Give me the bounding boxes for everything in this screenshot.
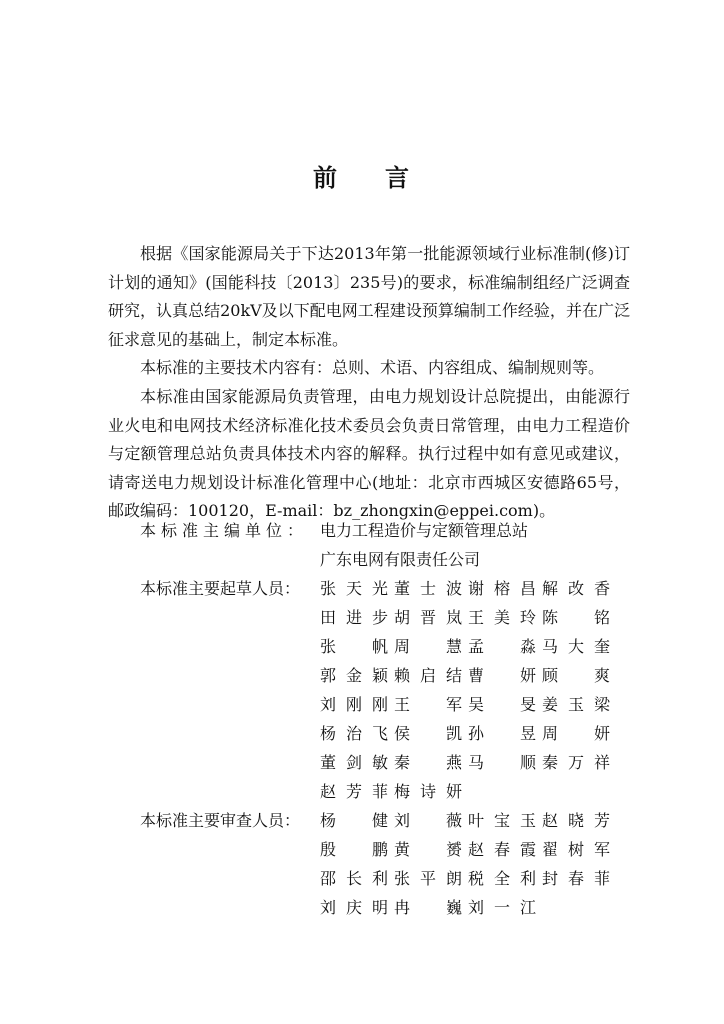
person-name: 赖启结 [394,666,462,685]
person-name: 秦万祥 [542,753,610,772]
person-name: 董士波 [394,579,462,598]
person-name: 王美玲 [468,608,536,627]
paragraph-background: 根据《国家能源局关于下达2013年第一批能源领域行业标准制(修)订计划的通知》(国能科技〔2013〕235号)的要求，标准编制组经广泛调查研究，认真总结20kV及以下配电网工程建设预算编制工作经验，并在广泛征求意见的基础上，制定本标准。 [108,244,630,349]
person-name: 杨健 [320,811,388,830]
person-name: 马顺 [468,753,536,772]
person-name: 胡晋岚 [394,608,462,627]
person-name: 殷鹏 [320,840,388,859]
preface-body [108,240,630,526]
editor-unit: 广东电网有限责任公司 [320,550,481,569]
editor-label: 本标准主编单位： [140,521,309,540]
page-title [0,158,724,193]
person-name: 侯凯 [394,724,462,743]
editor-unit: 电力工程造价与定额管理总站 [320,521,529,540]
reviewer-label: 本标准主要审查人员： [140,811,301,830]
person-name: 孙昱 [468,724,536,743]
person-name: 张帆 [320,637,388,656]
person-name: 赵晓芳 [542,811,610,830]
person-name: 田进步 [320,608,388,627]
person-name: 陈铭 [542,608,610,627]
title-char-right: 言 [385,164,411,192]
person-name: 刘刚刚 [320,695,388,714]
paragraph-management: 本标准由国家能源局负责管理，由电力规划设计总院提出，由能源行业火电和电网技术经济标准化技术委员会负责日常管理，由电力工程造价与定额管理总站负责具体技术内容的解释。执行过程中如有意见或建议，请寄送电力规划设计标准化管理中心(地址：北京市西城区安德路65号，邮政编码：100120，E-mail：bz_zhongxin@eppei.com)。 [108,386,630,521]
person-name: 马大奎 [542,637,610,656]
person-name: 解改香 [542,579,610,598]
person-name: 吴旻 [468,695,536,714]
person-name: 刘薇 [394,811,462,830]
person-name: 刘庆明 [320,898,388,917]
person-name: 谢榕昌 [468,579,536,598]
person-name: 杨治飞 [320,724,388,743]
person-name: 梅诗妍 [394,782,462,801]
person-name: 郭金颖 [320,666,388,685]
person-name: 冉巍 [394,898,462,917]
person-name: 周慧 [394,637,462,656]
person-name: 周妍 [542,724,610,743]
drafter-label: 本标准主要起草人员： [140,579,301,598]
person-name: 赵芳菲 [320,782,388,801]
person-name: 张平朗 [394,869,462,888]
person-name: 赵春霞 [468,840,536,859]
person-name: 顾爽 [542,666,610,685]
person-name: 秦燕 [394,753,462,772]
person-name: 张天光 [320,579,388,598]
title-char-left: 前 [313,164,339,192]
person-name: 黄赟 [394,840,462,859]
person-name: 叶宝玉 [468,811,536,830]
person-name: 董剑敏 [320,753,388,772]
person-name: 刘一江 [468,898,536,917]
paragraph-contents: 本标准的主要技术内容有：总则、术语、内容组成、编制规则等。 [140,358,605,378]
person-name: 姜玉梁 [542,695,610,714]
person-name: 邵长利 [320,869,388,888]
person-name: 孟淼 [468,637,536,656]
person-name: 王军 [394,695,462,714]
person-name: 曹妍 [468,666,536,685]
person-name: 翟树军 [542,840,610,859]
person-name: 封春菲 [542,869,610,888]
person-name: 税全利 [468,869,536,888]
